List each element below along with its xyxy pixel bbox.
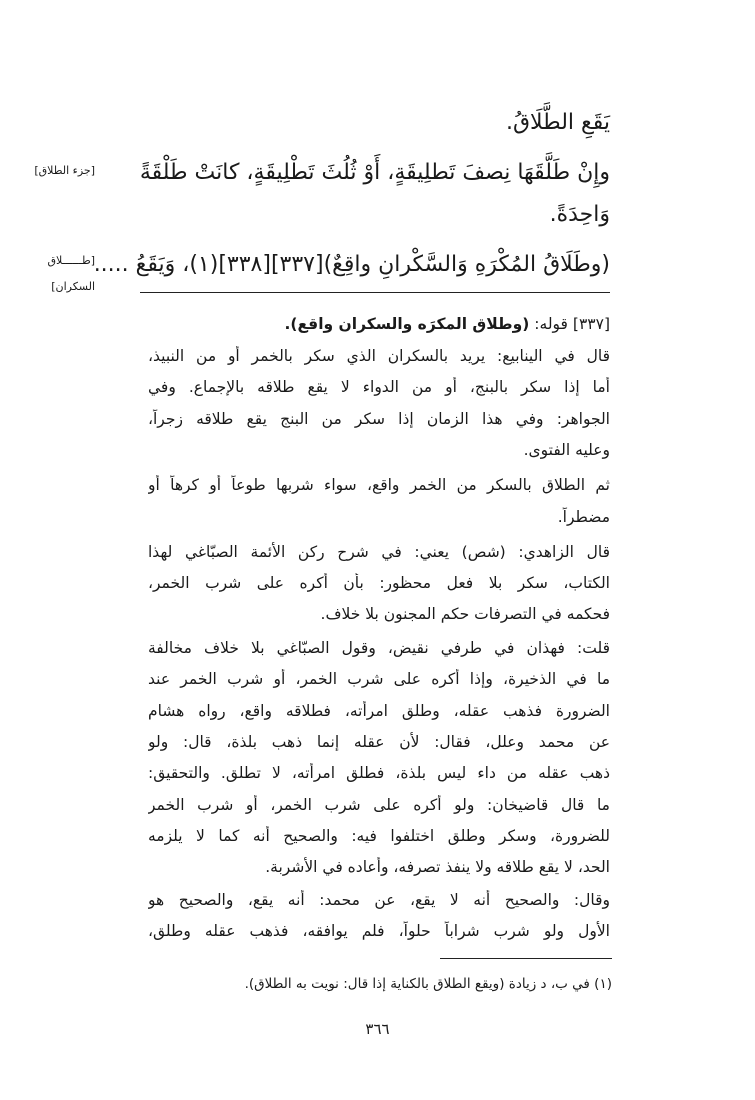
commentary-line: مضطراً. <box>557 508 610 526</box>
commentary-heading-label: قوله: <box>534 315 568 333</box>
commentary-line: الكتاب، سكر بلا فعل محظور: بأن أكره على شرب الخمر، <box>148 574 610 592</box>
commentary-line: أما إذا سكر بالبنج، أو من الدواء لا يقع طلاقه بالإجماع. وفي <box>148 378 610 396</box>
side-note-drunk-divorce-line1: [طــــــلاق <box>47 254 95 267</box>
commentary-line: قلت: فهذان في طرفي نقيض، وقول الصبّاغي بلا خلاف مخالفة <box>148 639 610 657</box>
commentary-line: ذهب عقله من داء ليس بلذة، فطلق امرأته، لا تطلق. والتحقيق: <box>148 764 610 782</box>
main-text-line-4: (وطَلَاقُ المُكْرَهِ وَالسَّكْرانِ واقِعٌ)[٣٣٧][٣٣٨](١)، وَيَقَعُ ..... <box>93 252 610 277</box>
commentary-line: وعليه الفتوى. <box>523 441 610 459</box>
commentary-line: وقال: والصحيح أنه لا يقع، عن محمد: أنه يقع، والصحيح هو <box>148 891 610 909</box>
commentary-line: عن محمد وعلل، فقال: لأن عقله إنما ذهب بلذة، قال: ولو <box>148 733 610 751</box>
commentary-line: الأول ولو شرب شراباً حلواً، فلم يوافقه، فذهب عقله وطلق، <box>148 922 610 940</box>
commentary-line: ما قال قاضيخان: ولو أكره على شرب الخمر، أو شرب الخمر <box>148 796 610 814</box>
main-text-line-2: وإِنْ طَلَّقَهَا نِصفَ تَطلِيقَةٍ، أَوْ ثُلُثَ تَطْلِيقَةٍ، كانَتْ طَلْقَةً <box>139 160 610 185</box>
commentary-line: فحكمه في التصرفات حكم المجنون بلا خلاف. <box>320 605 610 623</box>
side-note-drunk-divorce-line2: السكران] <box>51 280 95 293</box>
commentary-line: الجواهر: وفي هذا الزمان إذا سكر من البنج يقع طلاقه زجراً، <box>148 410 610 428</box>
section-divider <box>140 292 610 293</box>
commentary-line: قال الزاهدي: (شص) يعني: في شرح ركن الأئمة الصبّاغي لهذا <box>148 543 610 561</box>
commentary-line: الحد، لا يقع طلاقه ولا ينفذ تصرفه، وأعاده في الأشربة. <box>265 858 610 876</box>
footnote-divider <box>440 958 612 959</box>
commentary-line: الضرورة فذهب عقله، وطلق امرأته، فطلاقه واقع، رواه هشام <box>148 702 610 720</box>
commentary-ref-number: [٣٣٧] <box>572 315 610 333</box>
commentary-line: للضرورة، وسكر وطلق اختلفوا فيه: والصحيح أنه كما لا يلزمه <box>148 827 610 845</box>
page-number: ٣٦٦ <box>365 1020 390 1038</box>
footnote: (١) في ب، د زيادة (ويقع الطلاق بالكناية إذا قال: نويت به الطلاق). <box>244 976 612 992</box>
commentary-line: قال في الينابيع: يريد بالسكران الذي سكر بالخمر أو من النبيذ، <box>148 347 610 365</box>
commentary-line: ما في الذخيرة، وإذا أكره على شرب الخمر، أو شرب الخمر عند <box>148 670 610 688</box>
commentary-line: ثم الطلاق بالسكر من الخمر واقع، سواء شربها طوعاً أو كرهاً أو <box>148 476 610 494</box>
side-note-divorce-portion: [جزء الطلاق] <box>34 164 95 177</box>
commentary-heading <box>148 314 610 334</box>
main-text-line-3: وَاحِدَةً. <box>549 202 610 227</box>
commentary-heading-quote: (وطلاق المكرَه والسكران واقع). <box>284 315 530 333</box>
main-text-line-1: يَقَعِ الطَّلَاقُ. <box>505 110 610 135</box>
